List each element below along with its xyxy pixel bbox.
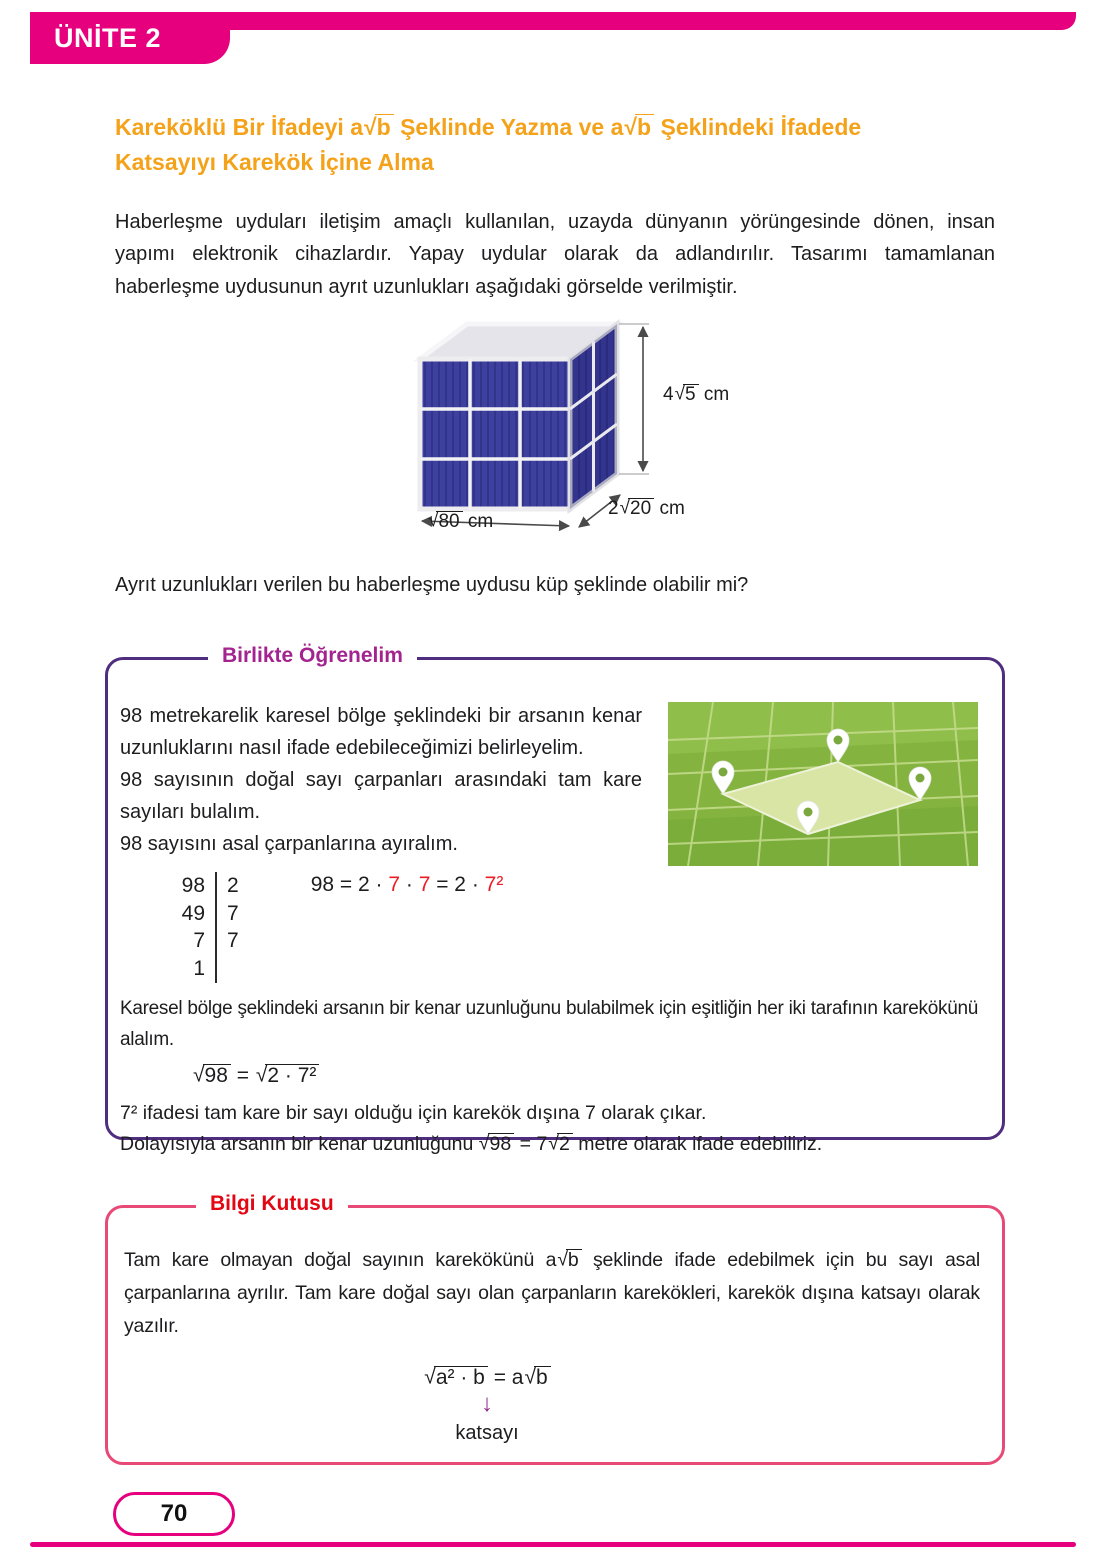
dimension-label-width: √80 cm xyxy=(427,511,493,533)
info-box xyxy=(105,1192,1005,1465)
radical-sign-icon xyxy=(479,1132,490,1155)
factor-row: 49 7 xyxy=(170,900,249,928)
satellite-figure xyxy=(405,314,755,554)
title-text-2: Şeklinde Yazma ve xyxy=(400,114,605,140)
bottom-line-decoration xyxy=(30,1542,1076,1547)
learn-paragraph-6: Dolayısıyla arsanın bir kenar uzunluğunu √ 98 = 7 √ 2 metre olarak ifade edebiliriz. xyxy=(120,1133,978,1156)
learn-paragraph-3: 98 sayısını asal çarpanlarına ayıralım. xyxy=(120,833,458,855)
title-math-asqrtb-2: a √ b xyxy=(611,110,654,145)
factor-row: 7 7 xyxy=(170,927,249,955)
learn-together-box xyxy=(105,644,1005,1155)
factor-table xyxy=(170,872,249,983)
radical-sign-icon xyxy=(256,1063,268,1087)
page-title xyxy=(115,110,1000,179)
intro-paragraph: Haberleşme uyduları iletişim amaçlı kullanılan, uzayda dünyanın yörüngesinde dönen, insan yapımı elektronik cihazlardır. Yapay uydular olarak da adlandırılır. Tasarımı tamamlanan haberleşme uydusunun ayrıt uzunlukları aşağıdaki görselde verilmiştir. xyxy=(115,211,995,298)
factor-row: 1 xyxy=(170,955,249,983)
prime-factorization xyxy=(170,872,978,983)
radical-sign-icon xyxy=(524,1366,536,1390)
dimension-label-height: 4 √ 5 cm xyxy=(663,384,729,406)
radical-sign-icon xyxy=(364,110,377,145)
info-box-label: Bilgi Kutusu xyxy=(196,1192,348,1216)
factor-row: 98 2 xyxy=(170,872,249,900)
field-photo xyxy=(668,702,978,866)
radical-sign-icon xyxy=(193,1063,205,1087)
cube-front-solar-panel xyxy=(420,359,570,509)
radical-sign-icon xyxy=(675,384,685,406)
info-paragraph: Tam kare olmayan doğal sayının karekökünü a √ b şeklinde ifade edebilmek için bu sayı asal çarpanlarına ayrılır. Tam kare doğal sayı olan çarpanların karekökleri, karekök dışına katsayı olarak yazılır. xyxy=(124,1244,980,1342)
learn-paragraph-4: Karesel bölge şeklindeki arsanın bir kenar uzunluğunu bulabilmek için eşitliğin her iki tarafının karekökünü alalım. xyxy=(120,997,978,1051)
learn-paragraph-5: 7² ifadesi tam kare bir sayı olduğu için karekök dışına 7 olarak çıkar. xyxy=(120,1101,707,1124)
learn-box-label: Birlikte Öğrenelim xyxy=(208,644,417,668)
page-number: 70 xyxy=(113,1492,235,1536)
learn-paragraph-1: 98 metrekarelik karesel bölge şeklindeki bir arsanın kenar uzunluklarını nasıl ifade edebileceğimizi belirleyelim. xyxy=(120,705,642,759)
dimension-label-depth: 2 √ 20 cm xyxy=(608,498,685,520)
coefficient-formula xyxy=(59,1366,915,1445)
radical-sign-icon xyxy=(557,1244,568,1277)
learn-box-text-column xyxy=(120,700,642,866)
radical-sign-icon xyxy=(624,110,637,145)
unit-banner xyxy=(30,12,230,64)
radical-sign-icon xyxy=(428,511,438,533)
coefficient-label: katsayı xyxy=(455,1422,519,1445)
title-math-asqrtb-1: a √ b xyxy=(350,110,393,145)
radical-sign-icon xyxy=(424,1366,436,1390)
question-text: Ayrıt uzunlukları verilen bu haberleşme uydusu küp şeklinde olabilir mi? xyxy=(115,574,749,596)
formula-line: √a² · b = a √ b xyxy=(423,1366,550,1390)
title-text-1: Kareköklü Bir İfadeyi xyxy=(115,114,344,140)
down-arrow-icon xyxy=(481,1392,493,1416)
sqrt-equation: √98 = √ 2 · 7² xyxy=(192,1064,978,1088)
unit-label: ÜNİTE 2 xyxy=(54,22,162,53)
title-text-4: Katsayıyı Karekök İçine Alma xyxy=(115,148,434,175)
top-bar-decoration xyxy=(228,12,1076,30)
radical-sign-icon xyxy=(548,1132,559,1155)
prime-factor-equation: 98 = 2 · 7 · 7 = 2 · 7² xyxy=(310,873,504,896)
learn-paragraph-2: 98 sayısının doğal sayı çarpanları arasındaki tam kare sayıları bulalım. xyxy=(120,769,642,823)
radical-sign-icon xyxy=(620,498,630,520)
dimension-line-height xyxy=(619,324,649,474)
title-text-3: Şeklindeki İfadede xyxy=(660,114,862,140)
